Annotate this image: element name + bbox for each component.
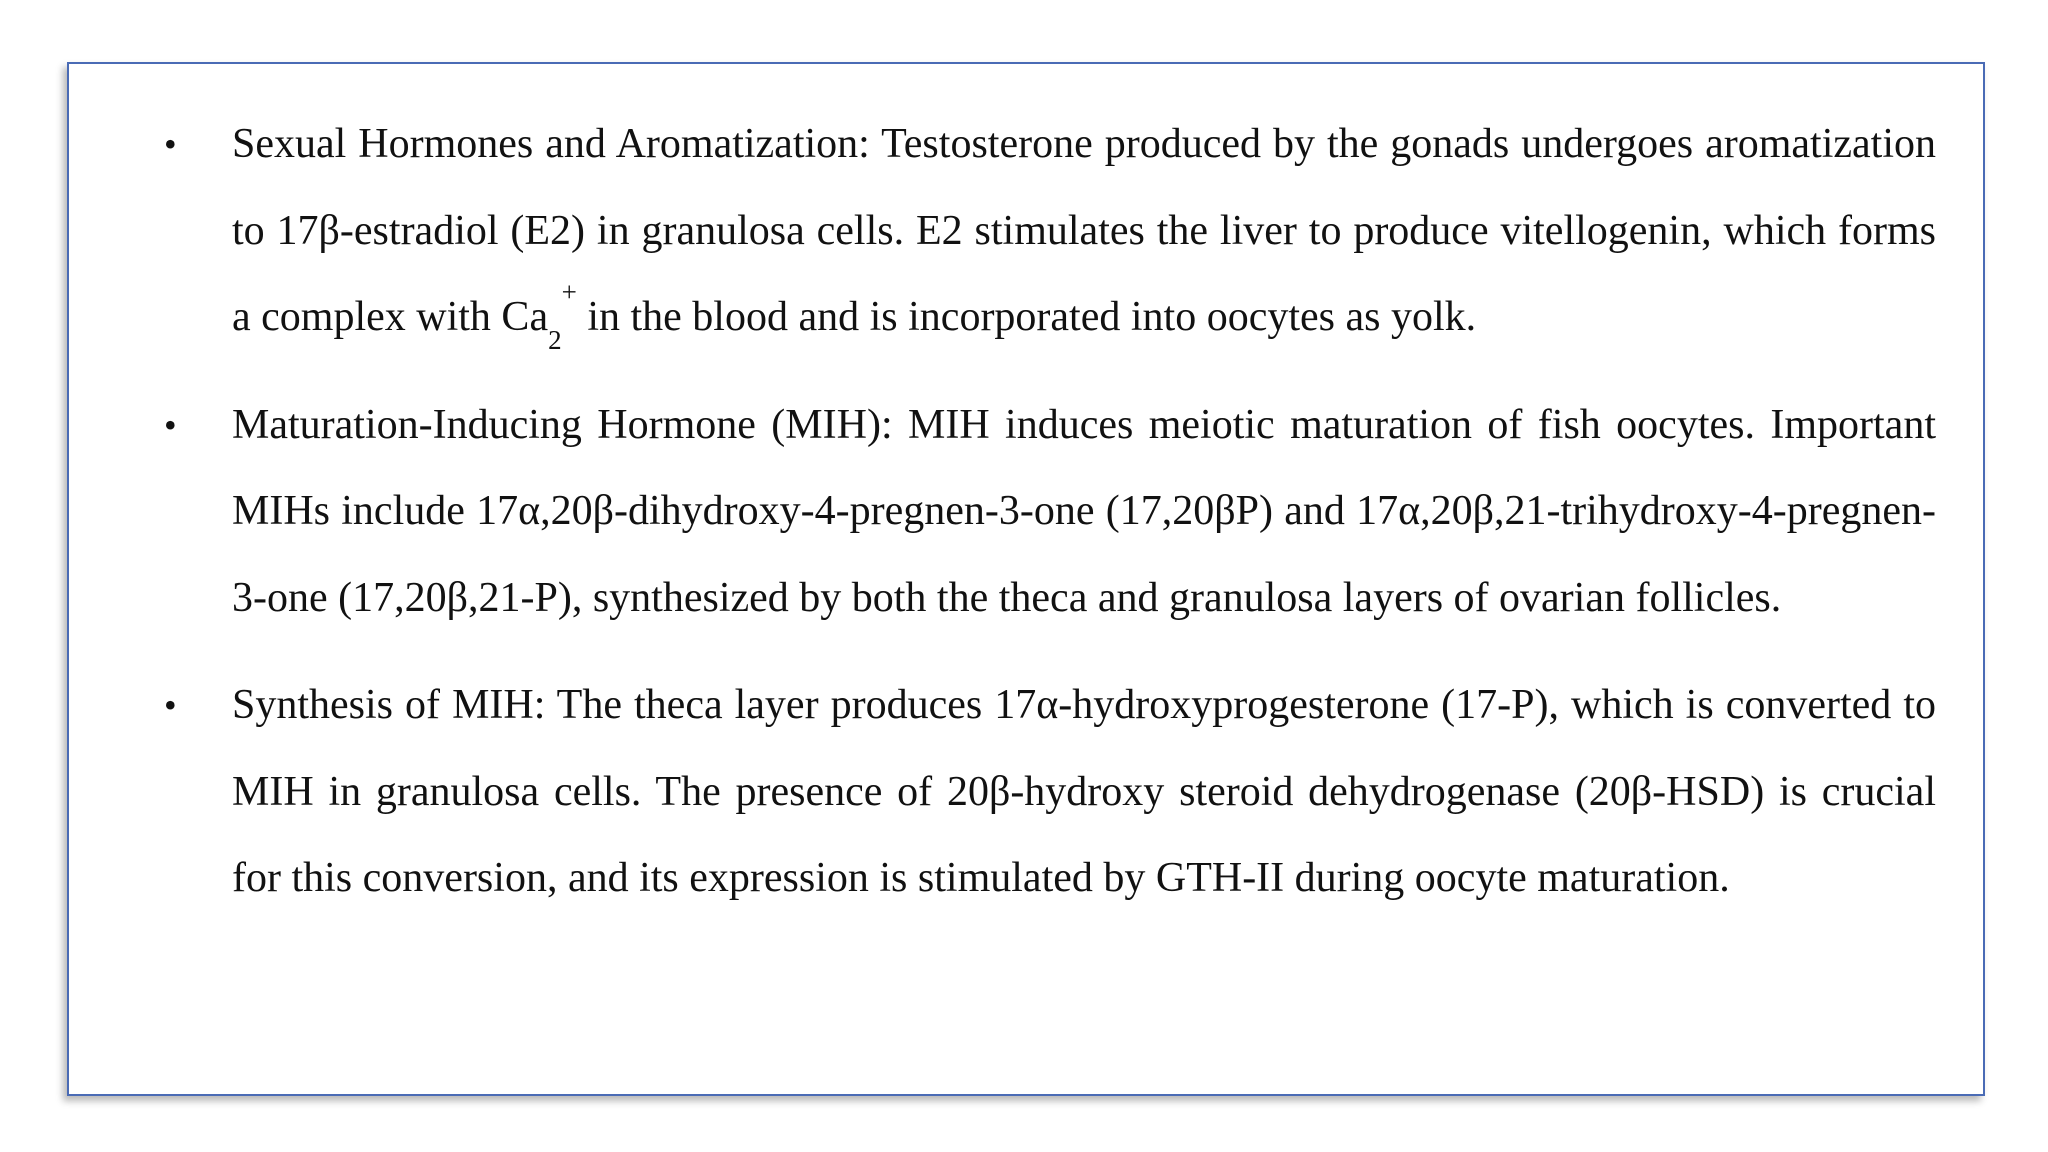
- subscript-text: 2: [548, 325, 562, 356]
- bullet-icon: •: [164, 685, 177, 725]
- bullet-item-sexual-hormones: [164, 101, 1936, 361]
- bullet-item-mih-synthesis: [164, 662, 1936, 922]
- bullet-icon: •: [164, 404, 177, 445]
- bullet-item-mih: [164, 382, 1936, 642]
- bullet-text: Sexual Hormones and Aromatization: Testosterone produced by the gonads undergoes aromatization to 17β-estradiol (E2) in granulosa cells. E2 stimulates the liver to produce vitellogenin, which forms a complex with Ca: [232, 121, 1936, 340]
- superscript-text: +: [561, 277, 577, 307]
- content-text-box: [67, 62, 1985, 1096]
- bullet-list: [164, 101, 1936, 922]
- bullet-text-continued: in the blood and is incorporated into oocytes as yolk.: [576, 294, 1477, 340]
- bullet-text: Maturation-Inducing Hormone (MIH): MIH induces meiotic maturation of fish oocytes. Important MIHs include 17α,20β-dihydroxy-4-pregnen-3-one (17,20βP) and 17α,20β,21-trihydroxy-4-pregnen-3-one (17,20β,21-P), synthesized by both the theca and granulosa layers of ovarian follicles.: [232, 401, 1936, 621]
- bullet-text: Synthesis of MIH: The theca layer produces 17α-hydroxyprogesterone (17-P), which is converted to MIH in granulosa cells. The presence of 20β-hydroxy steroid dehydrogenase (20β-HSD) is crucial for this conversion, and its expression is stimulated by GTH-II during oocyte maturation.: [232, 682, 1936, 901]
- bullet-icon: •: [164, 124, 177, 164]
